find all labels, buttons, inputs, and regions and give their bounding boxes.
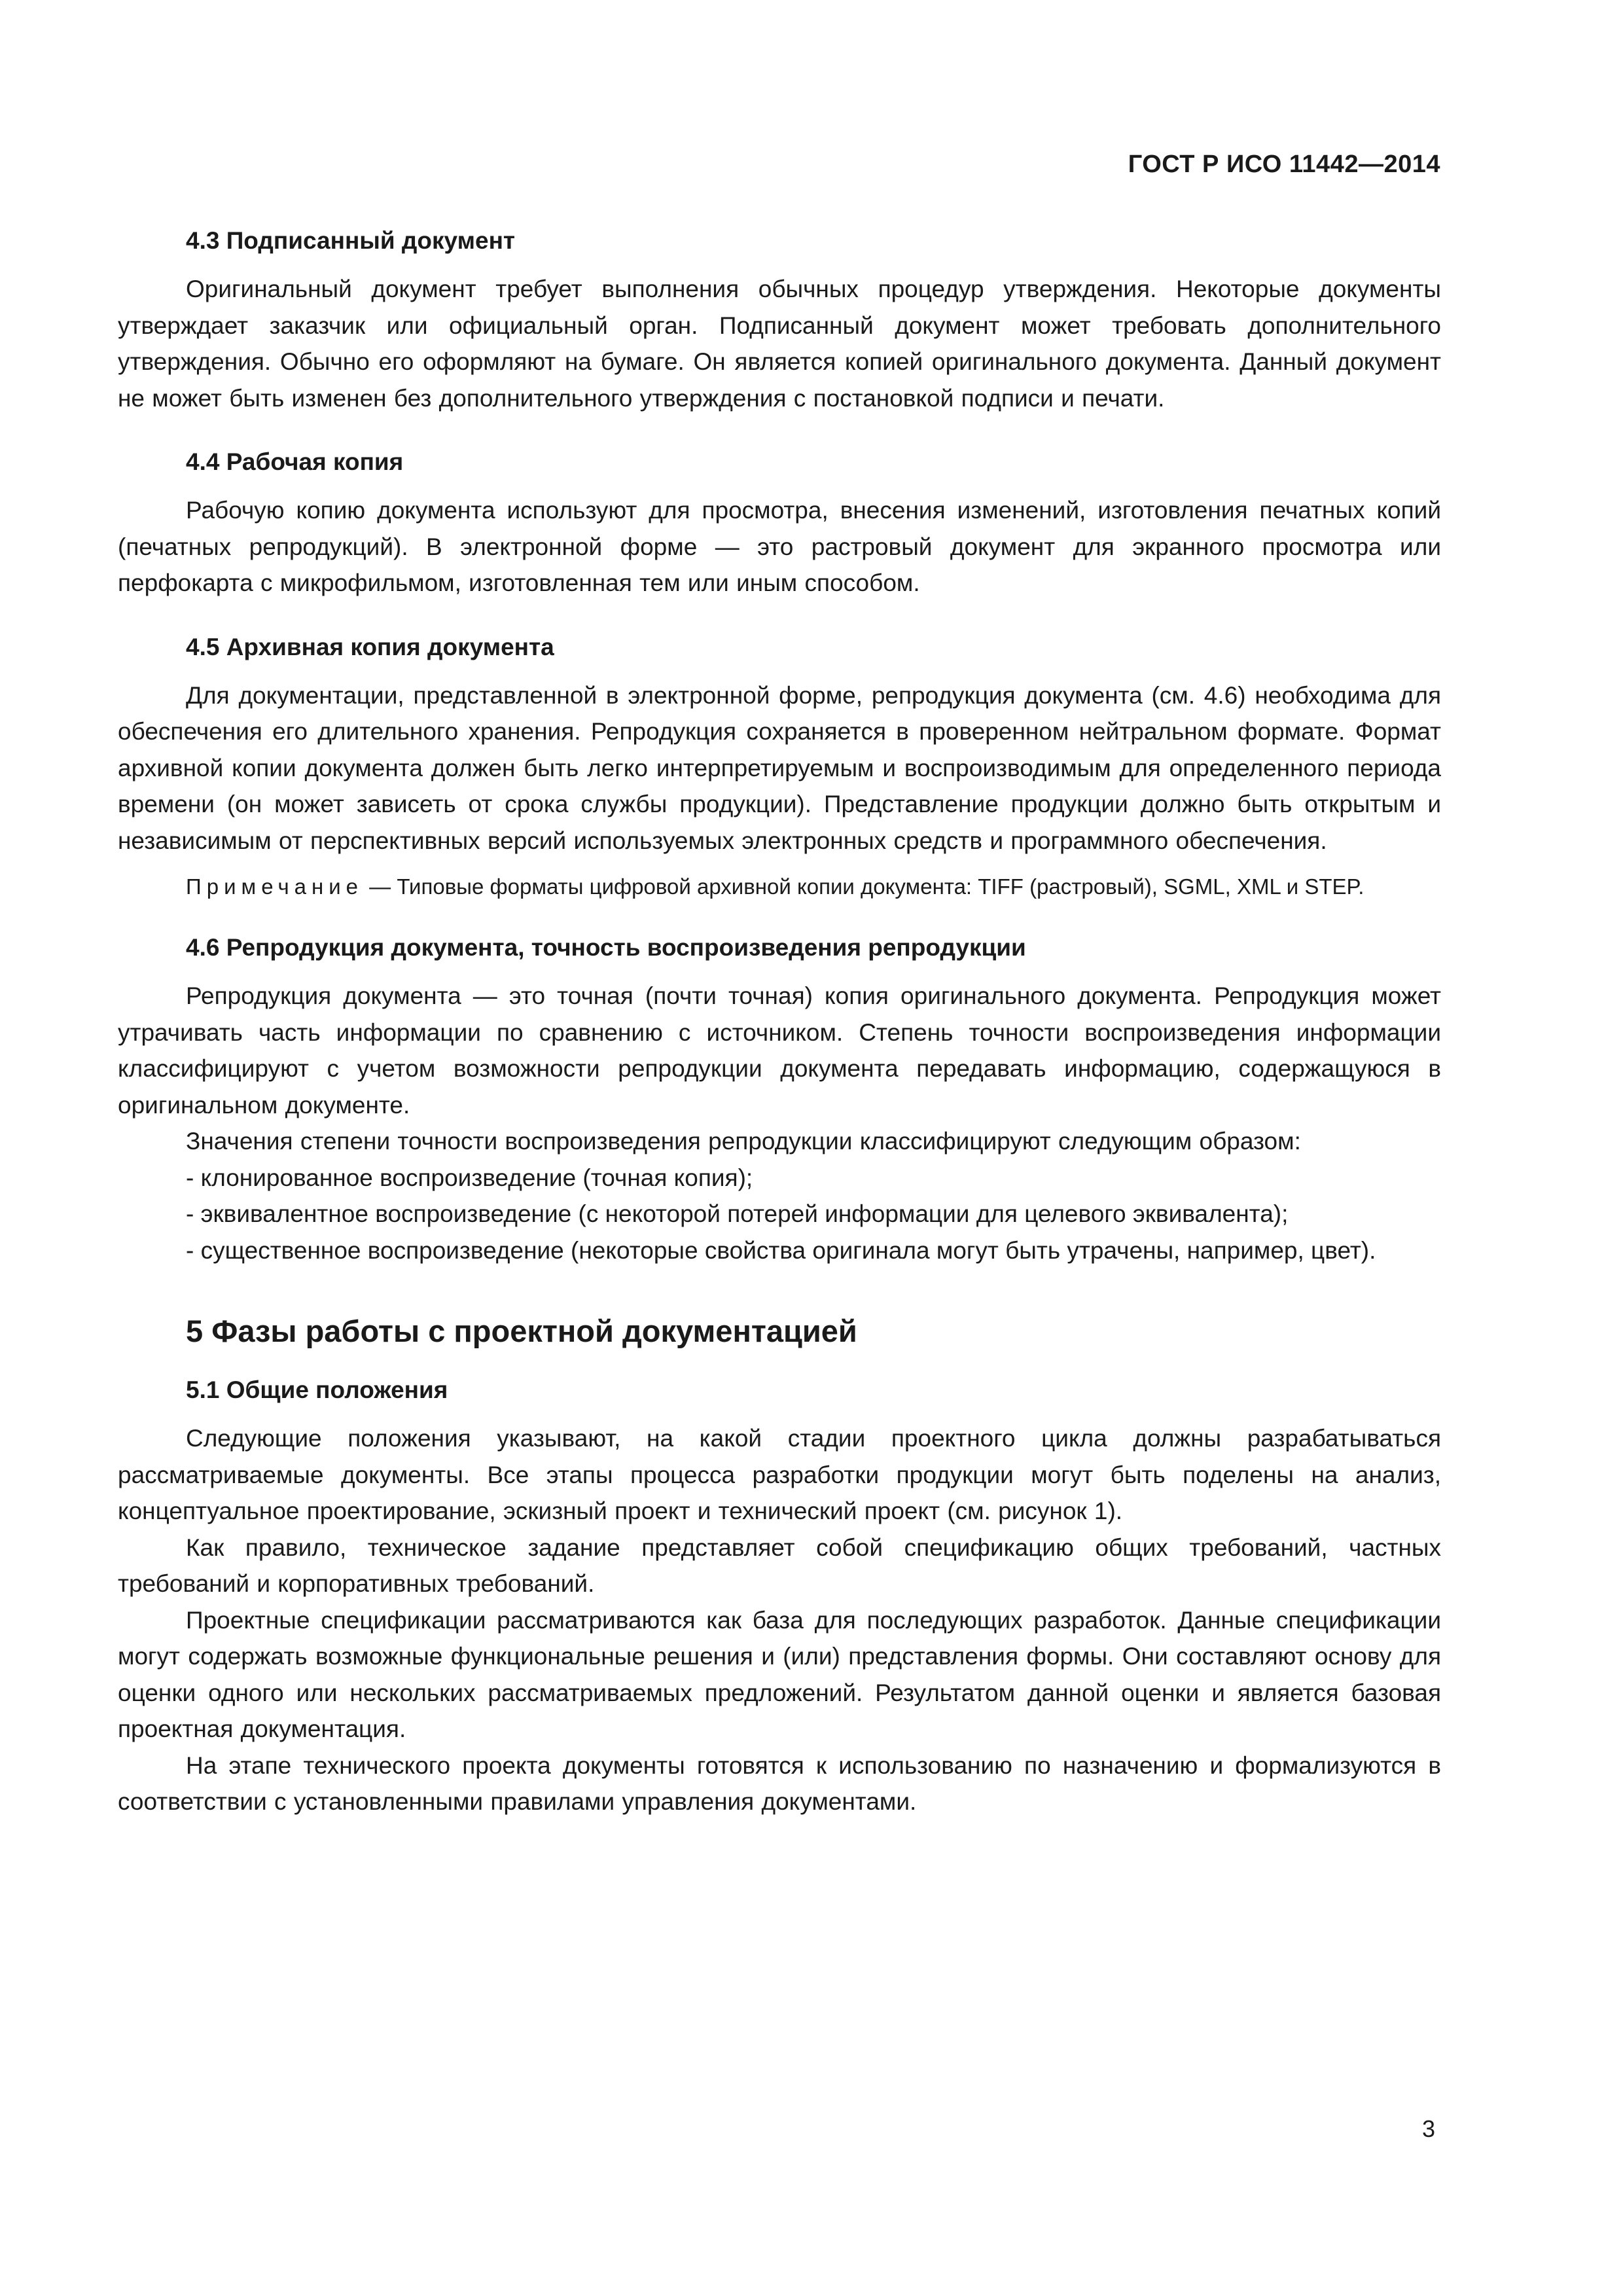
section-4-3-title: 4.3 Подписанный документ <box>186 227 516 254</box>
section-5-1-paragraph-4: На этапе технического проекта документы готовятся к использованию по назначению и формализуются в соответствии с установленными правилами управления документами. <box>118 1751 1441 1815</box>
section-4-5-title: 4.5 Архивная копия документа <box>186 633 554 660</box>
section-4-4-title: 4.4 Рабочая копия <box>186 448 404 475</box>
document-body <box>118 223 1441 1820</box>
section-4-4-paragraph: Рабочую копию документа используют для просмотра, внесения изменений, изготовления печатных копий (печатных репродукций). В электронной форме — это растровый документ для экранного просмотра или перфокарта с микрофильмом, изготовленная тем или иным способом. <box>118 497 1441 596</box>
section-4-5-note <box>118 872 1441 902</box>
section-4-6-paragraph-2: Значения степени точности воспроизведения репродукции классифицируют следующим образом: <box>186 1128 1301 1155</box>
chapter-5-title: 5 Фазы работы с проектной документацией <box>186 1314 857 1348</box>
section-4-5-paragraph: Для документации, представленной в электронной форме, репродукция документа (см. 4.6) необходима для обеспечения его длительного хранения. Репродукция сохраняется в проверенном нейтральном формате. Формат архивной копии документа должен быть легко интерпретируемым и воспроизводимым для определенного периода времени (он может зависеть от срока службы продукции). Представление продукции должно быть открытым и независимым от перспективных версий используемых электронных средств и программного обеспечения. <box>118 681 1441 854</box>
list-item: - эквивалентное воспроизведение (с некоторой потерей информации для целевого эквивалента); <box>186 1200 1289 1227</box>
note-label: Примечание <box>186 874 364 899</box>
section-5-1-paragraph-1: Следующие положения указывают, на какой стадии проектного цикла должны разрабатываться рассматриваемые документы. Все этапы процесса разработки продукции могут быть поделены на анализ, концептуальное проектирование, эскизный проект и технический проект (см. рисунок 1). <box>118 1425 1441 1524</box>
section-5-1-paragraph-2: Как правило, техническое задание представляет собой спецификацию общих требований, частных требований и корпоративных требований. <box>118 1534 1441 1597</box>
document-code-header: ГОСТ Р ИСО 11442—2014 <box>1128 151 1440 178</box>
page-number: 3 <box>1421 2115 1435 2142</box>
section-4-3-paragraph: Оригинальный документ требует выполнения обычных процедур утверждения. Некоторые документы утверждает заказчик или официальный орган. Подписанный документ может требовать дополнительного утверждения. Обычно его оформляют на бумаге. Он является копией оригинального документа. Данный документ не может быть изменен без дополнительного утверждения с постановкой подписи и печати. <box>118 276 1441 412</box>
section-4-6-title: 4.6 Репродукция документа, точность воспроизведения репродукции <box>186 934 1026 961</box>
list-item: - клонированное воспроизведение (точная копия); <box>186 1164 753 1191</box>
list-item: - существенное воспроизведение (некоторые свойства оригинала могут быть утрачены, например, цвет). <box>186 1236 1376 1264</box>
section-5-1-title: 5.1 Общие положения <box>186 1376 448 1403</box>
section-5-1-paragraph-3: Проектные спецификации рассматриваются как база для последующих разработок. Данные спецификации могут содержать возможные функциональные решения и (или) представления формы. Они составляют основу для оценки одного или нескольких рассматриваемых предложений. Результатом данной оценки и является базовая проектная документация. <box>118 1606 1441 1742</box>
note-text: — Типовые форматы цифровой архивной копии документа: TIFF (растровый), SGML, XML и STEP. <box>363 874 1364 899</box>
section-4-6-paragraph-1: Репродукция документа — это точная (почти точная) копия оригинального документа. Репродукция может утрачивать часть информации по сравнению с источником. Степень точности воспроизведения информации классифицируют с учетом возможности репродукции документа передавать информацию, содержащуюся в оригинальном документе. <box>118 982 1441 1119</box>
